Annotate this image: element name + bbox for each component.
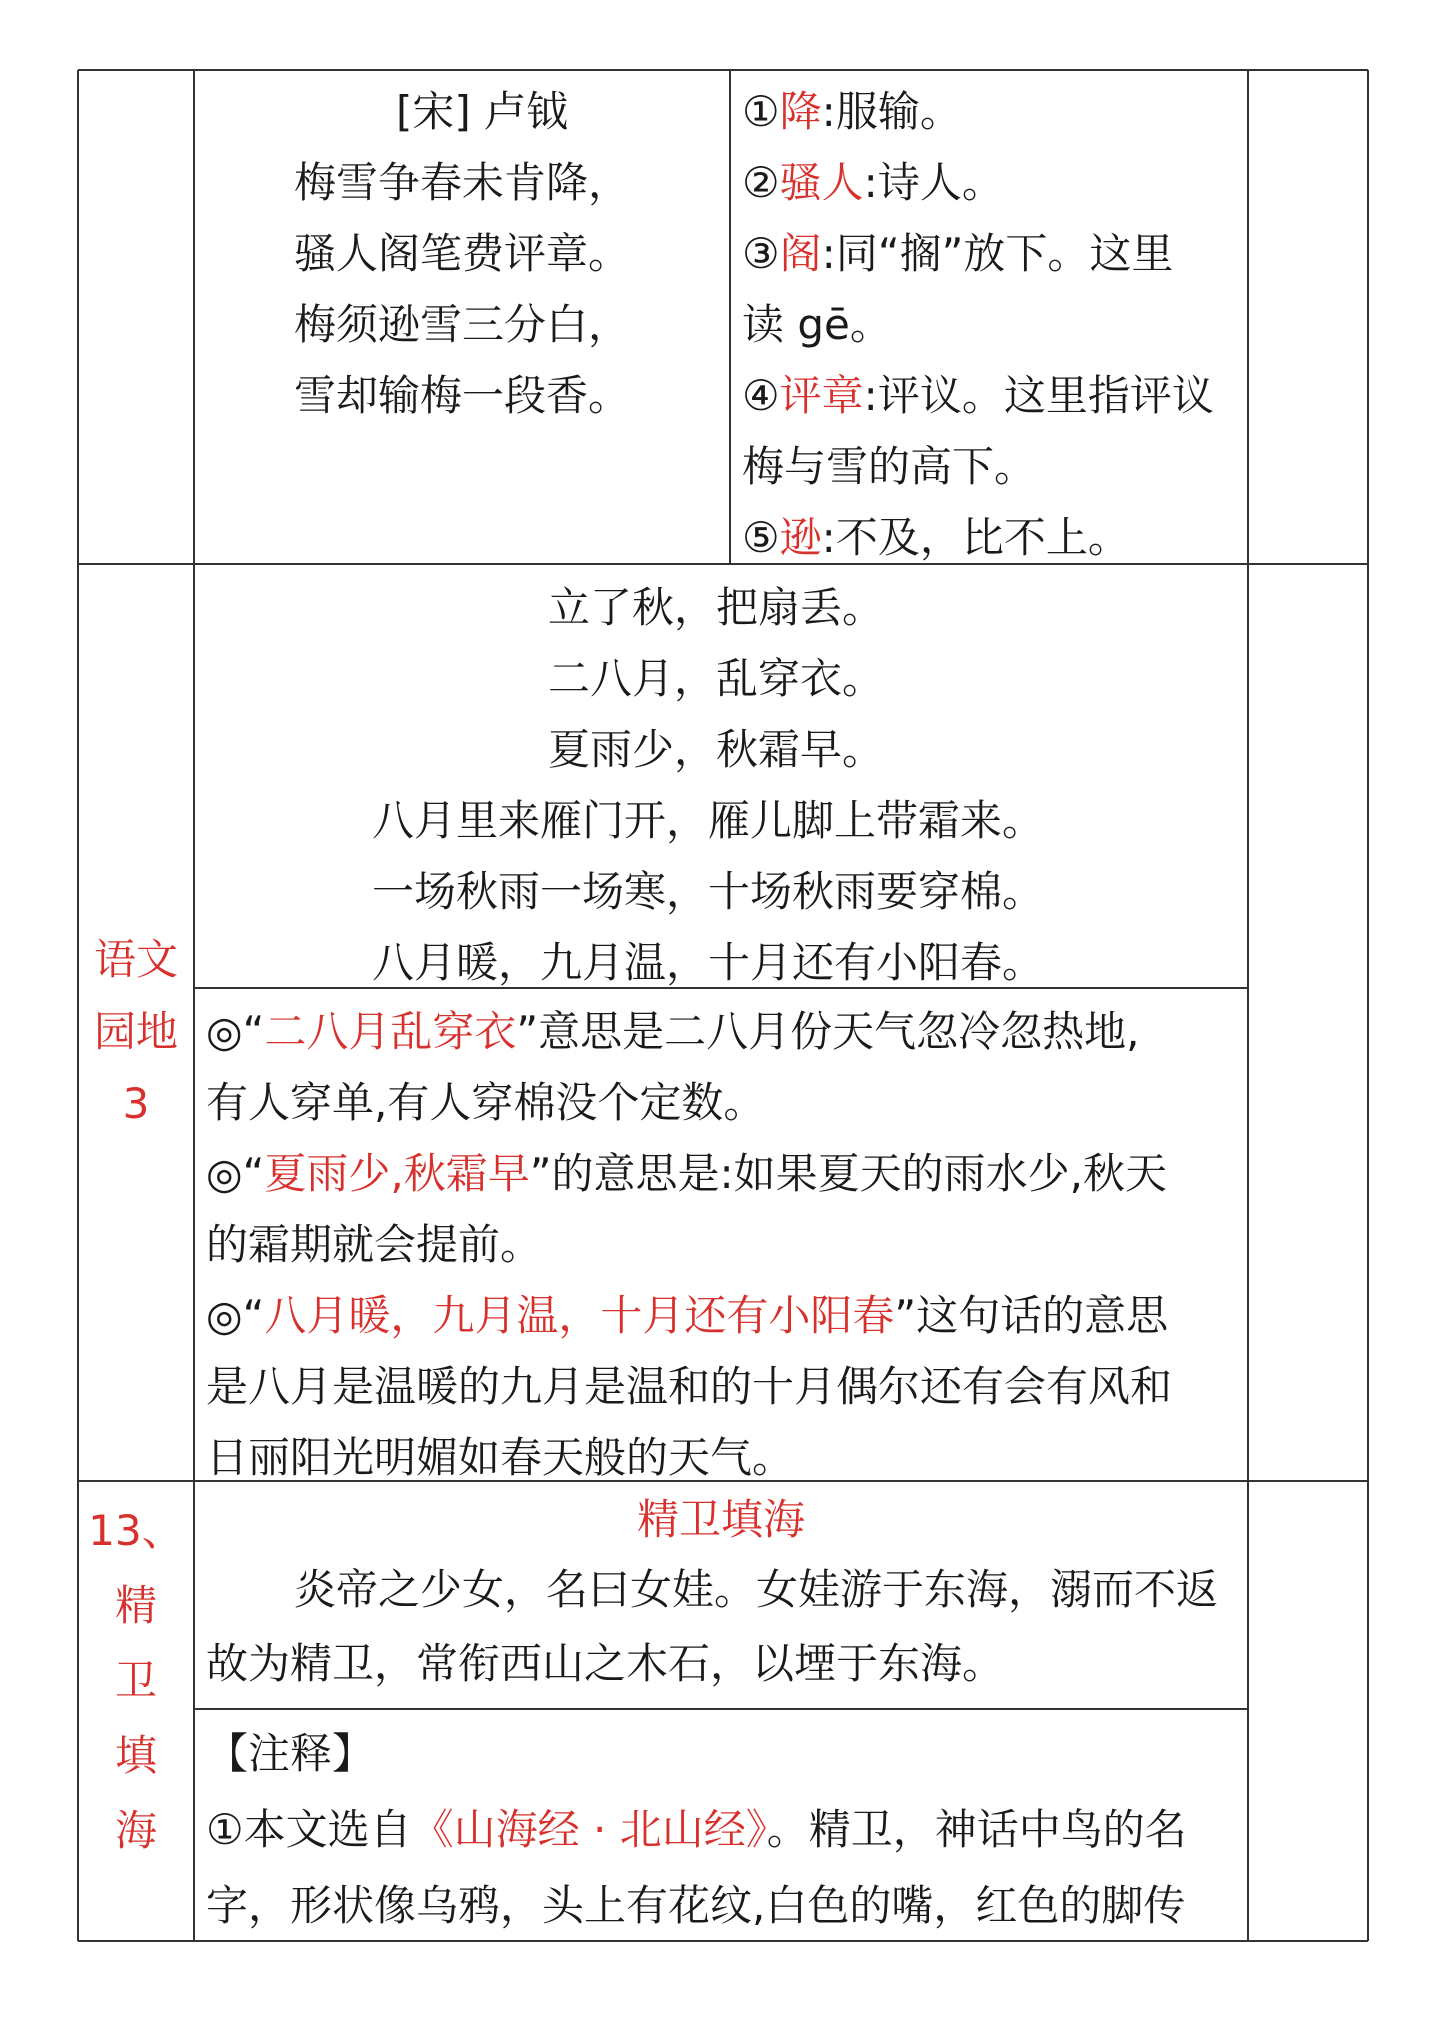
proverb-line: 八月暖，九月温，十月还有小阳春。 xyxy=(372,938,1045,987)
poem-line: 雪却输梅一段香。 xyxy=(293,371,630,420)
explanation-line: 有人穿单,有人穿棉没个定数。 xyxy=(206,1078,766,1127)
proverb-line: 立了秋，把扇丢。 xyxy=(548,583,885,632)
explanation-mark: ◎“ xyxy=(206,1007,265,1056)
note-term: 阁 xyxy=(779,229,822,278)
label-line: 园地 xyxy=(93,1007,178,1056)
explanation-line: 的霜期就会提前。 xyxy=(206,1220,543,1269)
section-label-jingwei-tianhai xyxy=(78,1493,194,1868)
explanation-term: 二八月乱穿衣 xyxy=(264,1007,517,1056)
poem-line: 梅须逊雪三分白， xyxy=(293,300,630,349)
note-item xyxy=(742,218,1242,289)
note-term: 骚人 xyxy=(779,158,864,207)
note-text: :不及，比不上。 xyxy=(821,513,1130,562)
label-line: 卫 xyxy=(114,1656,157,1705)
text-title: 精卫填海 xyxy=(636,1495,805,1544)
explanation-term: 夏雨少,秋霜早 xyxy=(264,1149,530,1198)
proverb-line: 二八月，乱穿衣。 xyxy=(548,654,885,703)
classical-text-cell xyxy=(194,1487,1248,1701)
poem-notes-cell xyxy=(742,76,1242,573)
poem-cell xyxy=(194,76,730,431)
label-line: 精 xyxy=(114,1581,157,1630)
label-line: 语文 xyxy=(93,935,178,984)
label-line: 13、 xyxy=(88,1506,184,1555)
section-label-yuwen-yuandi xyxy=(78,924,194,1140)
explanation-mark: ◎“ xyxy=(206,1149,265,1198)
note-text: :服输。 xyxy=(821,87,962,136)
explanation-text: ”意思是二八月份天气忽冷忽热地, xyxy=(516,1007,1140,1056)
text-line: 故为精卫，常衔西山之木石，以堙于东海。 xyxy=(206,1639,1005,1688)
proverb-line: 夏雨少，秋霜早。 xyxy=(548,725,885,774)
note-number: ③ xyxy=(742,229,780,278)
label-line: 海 xyxy=(114,1806,157,1855)
note-term: 逊 xyxy=(779,513,822,562)
text-line: 炎帝之少女，名曰女娃。女娃游于东海，溺而不返 xyxy=(294,1565,1219,1614)
proverb-line: 八月里来雁门开，雁儿脚上带霜来。 xyxy=(372,796,1045,845)
explanation-text: ”的意思是:如果夏天的雨水少,秋天 xyxy=(529,1149,1168,1198)
note-number: ① xyxy=(742,87,780,136)
note-item xyxy=(742,502,1242,573)
note-text: :诗人。 xyxy=(863,158,1004,207)
explanation-line xyxy=(206,1280,1246,1351)
annotation-text: 。精卫，神话中鸟的名 xyxy=(766,1805,1187,1854)
note-number: ④ xyxy=(742,371,780,420)
annotation-header: 【注释】 xyxy=(206,1729,375,1778)
note-number: ② xyxy=(742,158,780,207)
annotation-prefix: ①本文选自 xyxy=(206,1805,412,1854)
explanation-text: ”这句话的意思 xyxy=(894,1291,1169,1340)
proverb-line: 一场秋雨一场寒，十场秋雨要穿棉。 xyxy=(372,867,1045,916)
note-item xyxy=(742,76,1242,147)
note-continuation: 读 gē。 xyxy=(742,300,892,349)
note-continuation: 梅与雪的高下。 xyxy=(742,442,1037,491)
note-text: :评议。这里指评议 xyxy=(863,371,1214,420)
poem-line: 骚人阁笔费评章。 xyxy=(293,229,630,278)
explanation-line: 日丽阳光明媚如春天般的天气。 xyxy=(206,1433,795,1482)
annotation-cell xyxy=(206,1716,1246,1944)
explanation-line: 是八月是温暖的九月是温和的十月偶尔还有会有风和 xyxy=(206,1362,1173,1411)
label-line: 填 xyxy=(114,1731,157,1780)
note-number: ⑤ xyxy=(742,513,780,562)
explanation-line xyxy=(206,996,1246,1067)
annotation-source: 《山海经 · 北山经》 xyxy=(411,1805,767,1854)
note-text: :同“搁”放下。这里 xyxy=(821,229,1174,278)
proverb-explanations-cell xyxy=(206,996,1246,1493)
explanation-term: 八月暖，九月温，十月还有小阳春 xyxy=(264,1291,895,1340)
poem-author: [宋] 卢钺 xyxy=(395,87,569,136)
annotation-line: 字，形状像乌鸦，头上有花纹,白色的嘴，红色的脚传 xyxy=(206,1881,1186,1930)
note-item xyxy=(742,360,1242,431)
label-line: 3 xyxy=(122,1079,150,1128)
note-item xyxy=(742,147,1242,218)
note-term: 降 xyxy=(779,87,822,136)
explanation-line xyxy=(206,1138,1246,1209)
note-term: 评章 xyxy=(779,371,864,420)
explanation-mark: ◎“ xyxy=(206,1291,265,1340)
annotation-line xyxy=(206,1792,1246,1868)
poem-line: 梅雪争春未肯降， xyxy=(293,158,630,207)
proverbs-cell xyxy=(194,572,1248,998)
